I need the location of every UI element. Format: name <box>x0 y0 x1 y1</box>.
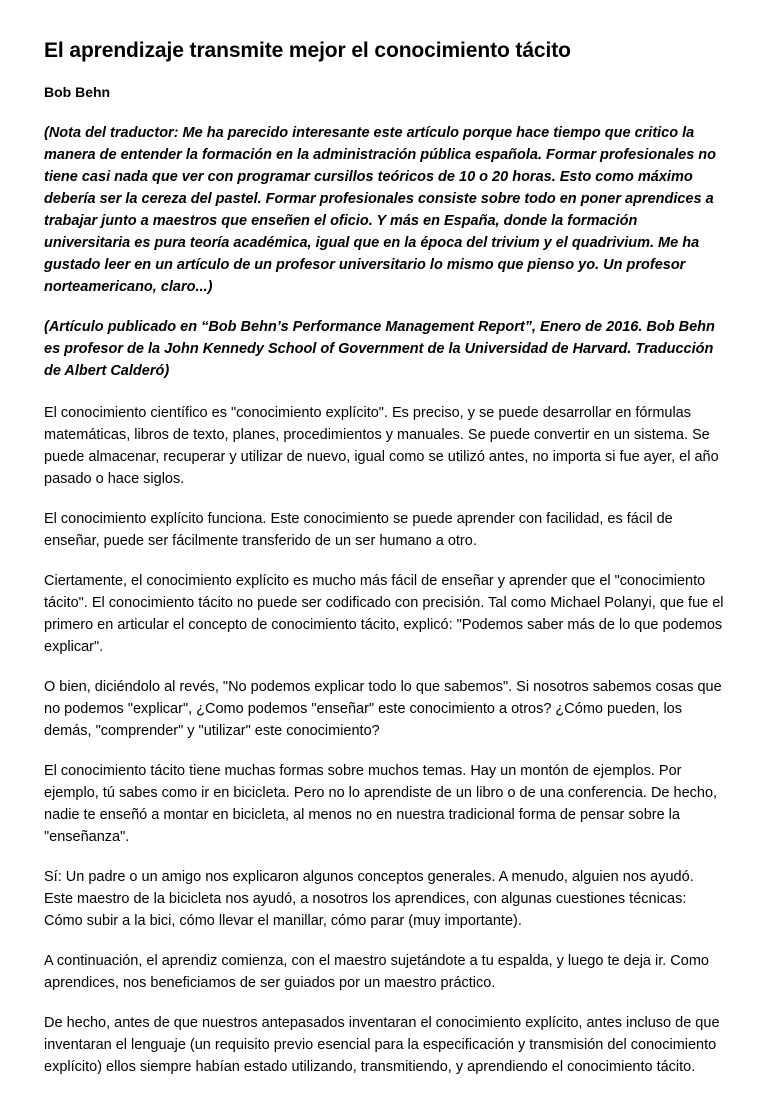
body-paragraph: El conocimiento tácito tiene muchas formas sobre muchos temas. Hay un montón de ejemplos. Por ejemplo, tú sabes como ir en bicicleta. Pero no lo aprendiste de un libro o de una conferencia. De hecho, nadie te enseñó a montar en bicicleta, al menos no en nuestra tradicional forma de pensar sobre la "enseñanza". <box>44 763 718 845</box>
body-paragraph: El conocimiento explícito funciona. Este conocimiento se puede aprender con facilidad, es fácil de enseñar, puede ser fácilmente transferido de un ser humano a otro. <box>44 511 673 549</box>
body-paragraph: El conocimiento científico es "conocimiento explícito". Es preciso, y se puede desarrollar en fórmulas matemáticas, libros de texto, planes, procedimientos y manuales. Se puede convertir en un sistema. Se puede almacenar, recuperar y utilizar de nuevo, igual como se utilizó antes, no importa si fue ayer, el año pasado o hace siglos. <box>44 405 719 487</box>
body-paragraph: Sí: Un padre o un amigo nos explicaron algunos conceptos generales. A menudo, alguien nos ayudó. Este maestro de la bicicleta nos ayudó, a nosotros los aprendices, con algunas cuestiones técnicas: Cómo subir a la bici, cómo llevar el manillar, cómo parar (muy importante). <box>44 869 694 929</box>
body-paragraph: Ciertamente, el conocimiento explícito es mucho más fácil de enseñar y aprender que el "conocimiento tácito". El conocimiento tácito no puede ser codificado con precisión. Tal como Michael Polanyi, que fue el primero en articular el concepto de conocimiento tácito, explicó: "Podemos saber más de lo que podemos explicar". <box>44 573 724 655</box>
translator-note: (Nota del traductor: Me ha parecido interesante este artículo porque hace tiempo que critico la manera de entender la formación en la administración pública española. Formar profesionales no tiene casi nada que ver con programar cursillos teóricos de 10 o 20 horas. Esto como máximo debería ser la cereza del pastel. Formar profesionales consiste sobre todo en poner aprendices a trabajar junto a maestros que enseñen el oficio. Y más en España, donde la formación universitaria es pura teoría académica, igual que en la época del trivium y el quadrivium. Me ha gustado leer en un artículo de un profesor universitario lo mismo que pienso yo. Un profesor norteamericano, claro...) <box>44 125 717 295</box>
body-paragraph: De hecho, antes de que nuestros antepasados inventaran el conocimiento explícito, antes incluso de que inventaran el lenguaje (un requisito previo esencial para la especificación y transmisión del conocimiento explícito) ellos siempre habían estado utilizando, transmitiendo, y aprendiendo el conocimiento tácito. <box>44 1015 720 1075</box>
body-paragraph: A continuación, el aprendiz comienza, con el maestro sujetándote a tu espalda, y luego te deja ir. Como aprendices, nos beneficiamos de ser guiados por un maestro práctico. <box>44 953 709 991</box>
author-byline: Bob Behn <box>44 84 111 100</box>
page-title: El aprendizaje transmite mejor el conocimiento tácito <box>44 39 571 62</box>
body-paragraph: O bien, diciéndolo al revés, "No podemos explicar todo lo que sabemos". Si nosotros sabemos cosas que no podemos "explicar", ¿Como podemos "enseñar" este conocimiento a otros? ¿Cómo pueden, los demás, "comprender" y "utilizar" este conocimiento? <box>44 679 722 739</box>
publication-note: (Artículo publicado en “Bob Behn’s Performance Management Report”, Enero de 2016. Bob Behn es profesor de la John Kennedy School of Government de la Universidad de Harvard. Traducción de Albert Calderó) <box>44 319 715 379</box>
